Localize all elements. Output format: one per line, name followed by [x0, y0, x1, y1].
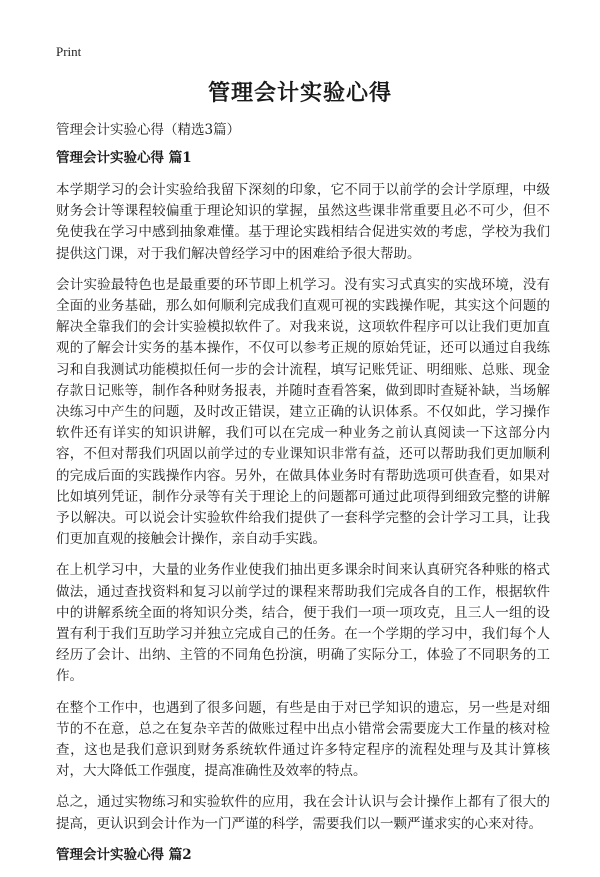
paragraph: 在上机学习中，大量的业务作业使我们抽出更多课余时间来认真研究各种账的格式做法，通过查找资料和复习以前学过的课程来帮助我们完成各自的工作，根据软件中的讲解系统全面的将知识分类，结合，便于我们一项一项攻克，且三人一组的设置有利于我们互助学习并独立完成自己的任务。在一个学期的学习中，我们每个人经历了会计、出纳、主管的不同角色扮演，明确了实际分工，体验了不同职务的工作。: [56, 562, 550, 685]
page-title: 管理会计实验心得: [207, 80, 392, 106]
paragraph: 在整个工作中，也遇到了很多问题，有些是由于对已学知识的遗忘，另一些是对细节的不在意，总之在复杂辛苦的做账过程中出点小错常会需要庞大工作量的核对检查，这也是我们意识到财务系统软件通过许多特定程序的流程处理与及其计算核对，大大降低工作强度，提高准确性及效率的特点。: [56, 699, 550, 780]
page-subtitle: 管理会计实验心得（精选3篇）: [56, 122, 241, 138]
paragraph: 会计实验最特色也是最重要的环节即上机学习。没有实习式真实的实战环境，没有全面的业务基础，那么如何顺利完成我们直观可视的实践操作呢，其实这个问题的解决全靠我们的会计实验模拟软件了。对我来说，这项软件程序可以让我们更加直观的了解会计实务的基本操作，不仅可以参考正规的原始凭证，还可以通过自我练习和自我测试功能模拟任何一步的会计流程，填写记账凭证、明细账、总账、现金存款日记账等，制作各种财务报表，并随时查看答案，做到即时查疑补缺，当场解决练习中产生的问题，及时改正错误，建立正确的认识体系。不仅如此，学习操作软件还有详实的知识讲解，我们可以在完成一种业务之前认真阅读一下这部分内容，不但对帮我们巩固以前学过的专业课知识非常有益，还可以帮助我们更加顺利的完成后面的实践操作内容。另外，在做具体业务时有帮助选项可供查看，如果对比如填列凭证，制作分录等有关于理论上的问题都可通过此项得到细致完整的讲解予以解决。可以说会计实验软件给我们提供了一套科学完整的会计学习工具，让我们更加直观的接触会计操作，亲自动手实践。: [56, 276, 550, 548]
paragraph: 本学期学习的会计实验给我留下深刻的印象，它不同于以前学的会计学原理，中级财务会计等课程较偏重于理论知识的掌握，虽然这些课非常重要且必不可少，但不免使我在学习中感到抽象难懂。基于理论实践相结合促进实效的考虑，学校为我们提供这门课，对于我们解决曾经学习中的困难给予很大帮助。: [56, 182, 550, 262]
section-heading: 管理会计实验心得 篇1: [56, 150, 192, 166]
section-heading: 管理会计实验心得 篇2: [56, 846, 192, 863]
article-body: [56, 148, 550, 877]
print-link[interactable]: Print: [56, 44, 82, 59]
paragraph: 总之，通过实物练习和实验软件的应用，我在会计认识与会计操作上都有了很大的提高，更认识到会计作为一门严谨的科学，需要我们以一颗严谨求实的心来对待。: [56, 794, 550, 832]
